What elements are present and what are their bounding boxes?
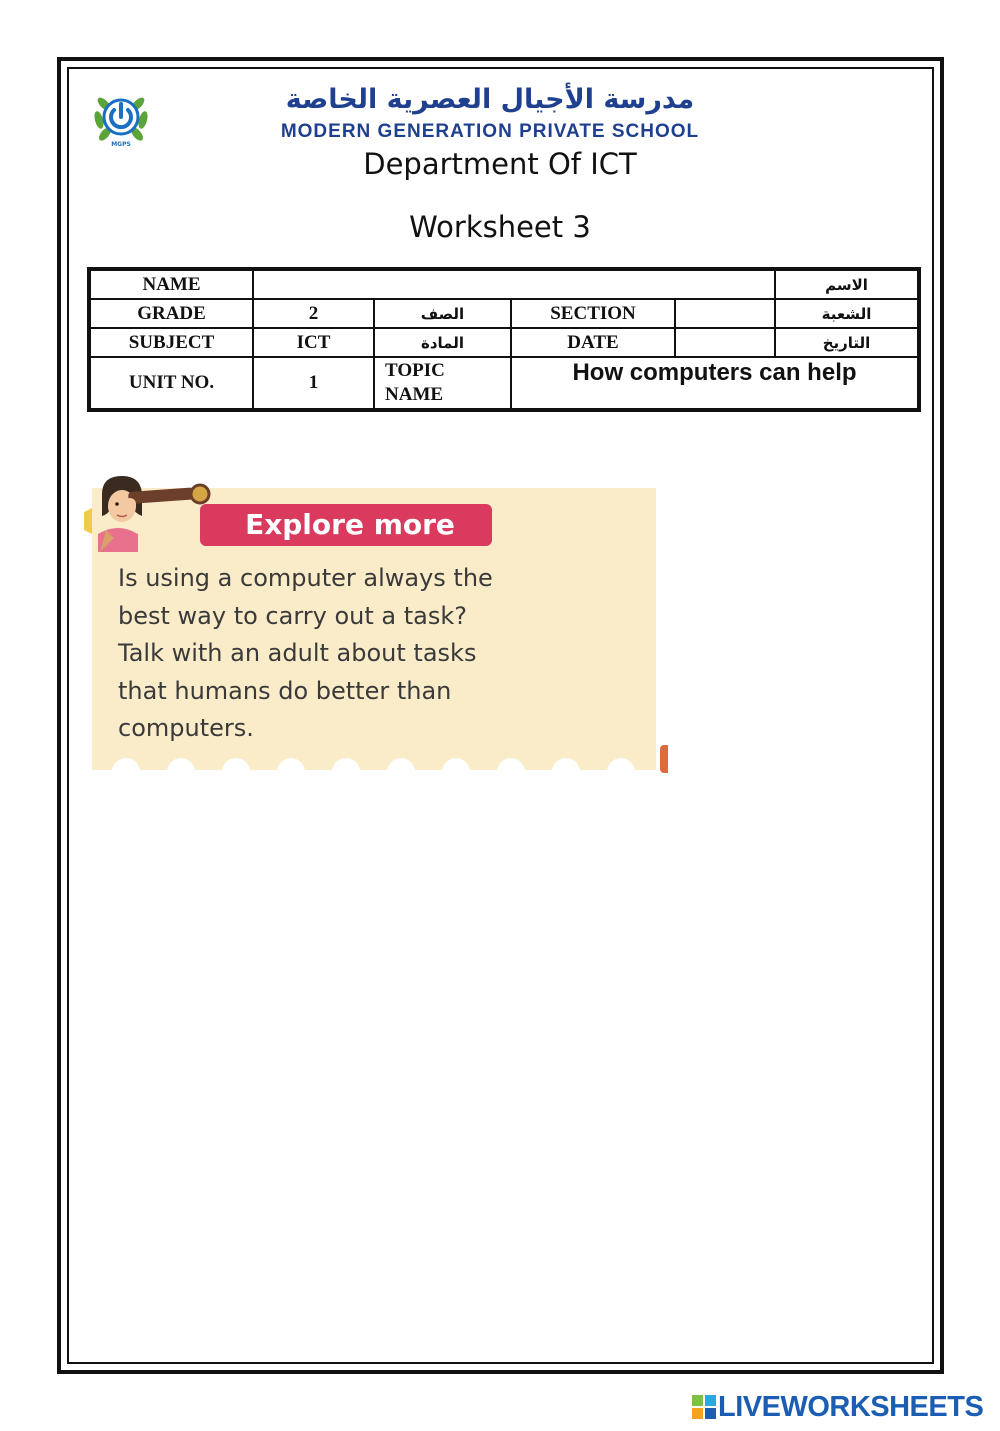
- school-name-arabic: مدرسة الأجيال العصرية الخاصة: [285, 84, 695, 115]
- unit-label: UNIT NO.: [89, 357, 253, 410]
- school-logo: [90, 90, 152, 148]
- date-field[interactable]: [675, 328, 775, 357]
- card-edge-decoration: [660, 745, 668, 773]
- section-label: SECTION: [511, 299, 675, 328]
- explore-line-3: Talk with an adult about tasks: [118, 639, 477, 667]
- topic-label-line1: TOPIC: [385, 360, 445, 381]
- explore-line-2: best way to carry out a task?: [118, 601, 468, 630]
- liveworksheets-logo[interactable]: [692, 1390, 992, 1422]
- topic-label-line2: NAME: [385, 384, 444, 405]
- topic-name-label: [374, 357, 511, 410]
- explore-line-1: Is using a computer always the: [118, 564, 493, 592]
- card-scalloped-edge: [92, 756, 656, 776]
- topic-value: How computers can help: [511, 357, 919, 410]
- grade-label: GRADE: [89, 299, 253, 328]
- class-label-arabic: الصف: [374, 299, 511, 328]
- worksheet-title: Worksheet 3: [409, 210, 591, 244]
- logo-text: MGPS: [111, 141, 131, 148]
- explore-line-4: that humans do better than: [118, 676, 452, 705]
- liveworksheets-grid-icon: [692, 1395, 716, 1419]
- subject-value: ICT: [253, 328, 374, 357]
- section-field[interactable]: [675, 299, 775, 328]
- unit-value: 1: [253, 357, 374, 410]
- school-name-english: MODERN GENERATION PRIVATE SCHOOL: [280, 121, 700, 142]
- explore-more-title: Explore more: [245, 508, 455, 541]
- liveworksheets-wordmark: LIVEWORKSHEETS: [718, 1391, 984, 1423]
- name-label-arabic: الاسم: [775, 269, 919, 299]
- name-field[interactable]: [253, 269, 775, 299]
- name-label: NAME: [89, 269, 253, 299]
- date-label: DATE: [511, 328, 675, 357]
- explore-line-5: computers.: [118, 714, 254, 742]
- explore-more-text: [118, 560, 648, 748]
- girl-telescope-illustration: [84, 472, 214, 552]
- subject-label: SUBJECT: [89, 328, 253, 357]
- section-label-arabic: الشعبة: [775, 299, 919, 328]
- date-label-arabic: التاريخ: [775, 328, 919, 357]
- department-title: Department Of ICT: [363, 147, 637, 181]
- grade-value: 2: [253, 299, 374, 328]
- student-info-table: [87, 267, 921, 412]
- subject-label-arabic: المادة: [374, 328, 511, 357]
